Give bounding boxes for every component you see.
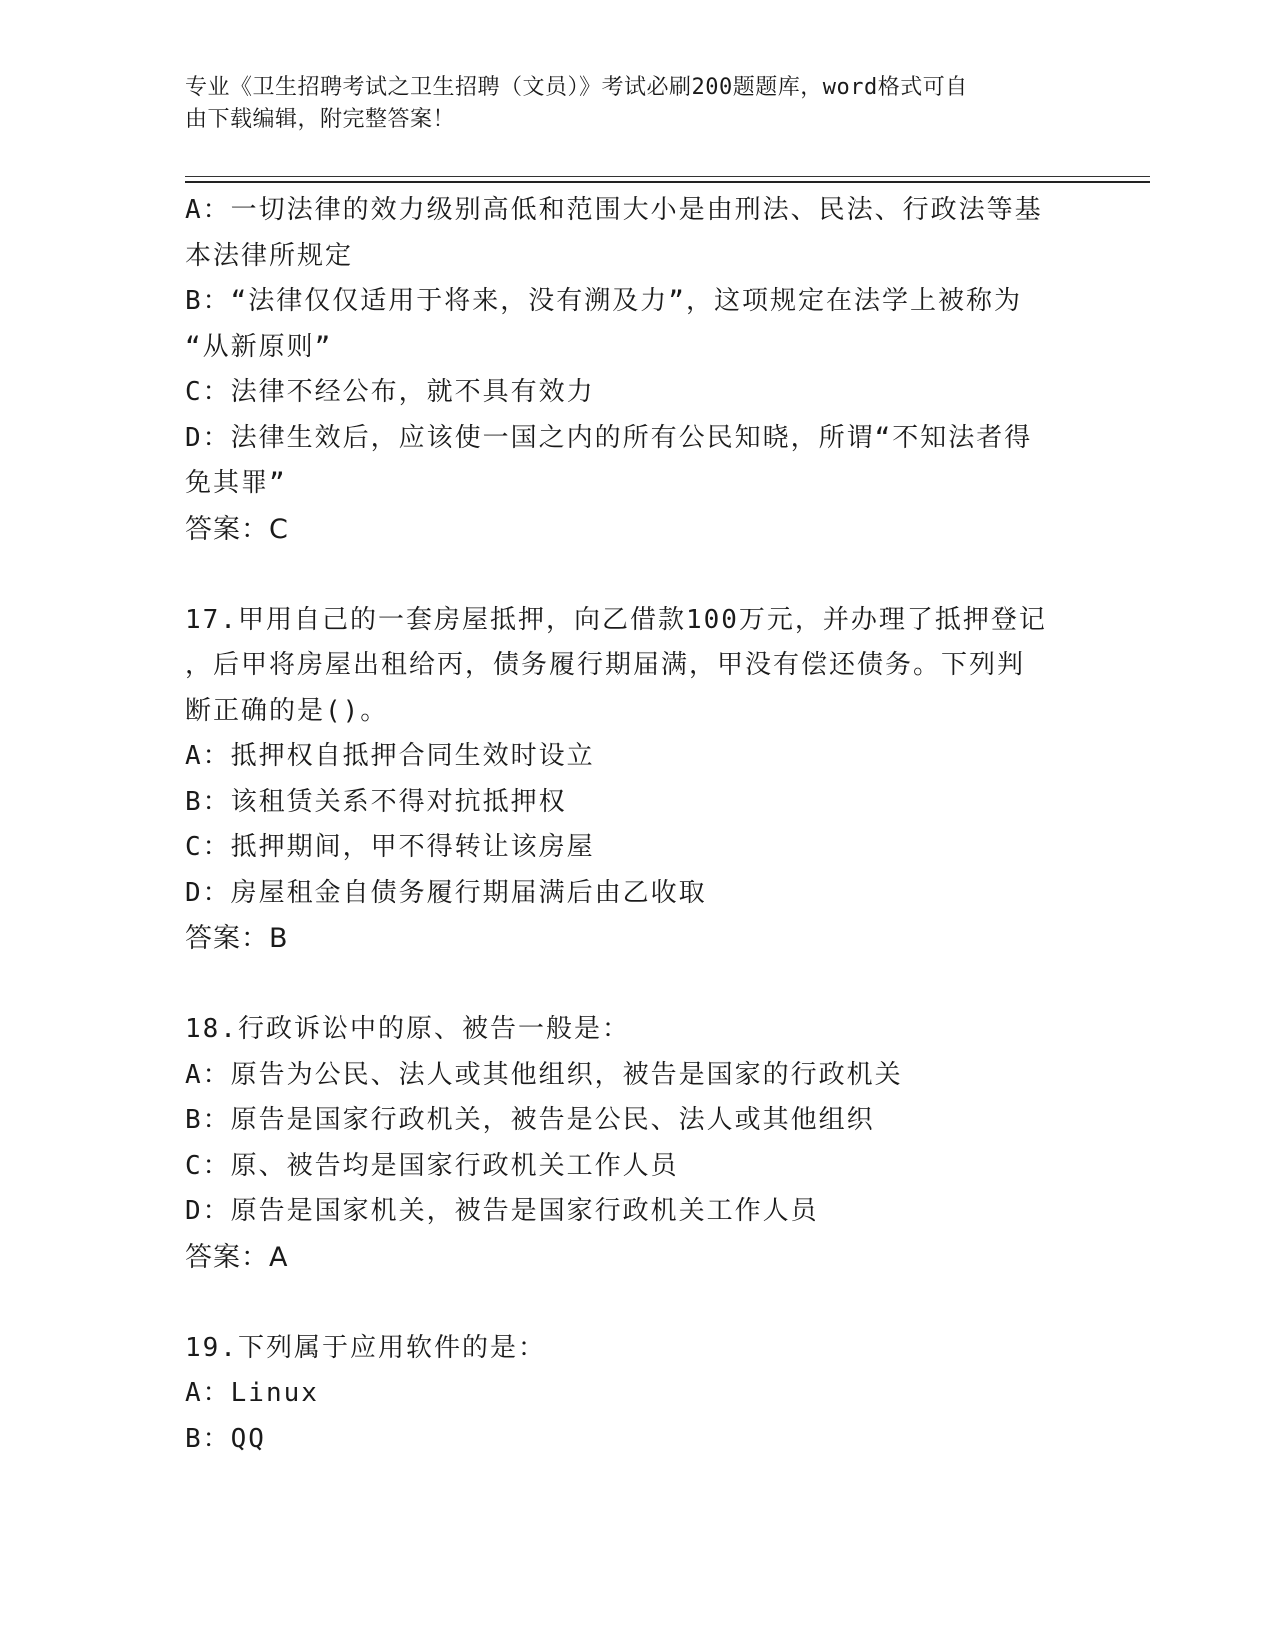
q17-option-b: B：该租赁关系不得对抗抵押权 <box>185 786 567 817</box>
q19-stem: 19.下列属于应用软件的是： <box>185 1332 546 1363</box>
q18-stem: 18.行政诉讼中的原、被告一般是： <box>185 1014 630 1044</box>
q17-option-d: D：房屋租金自债务履行期届满后由乙收取 <box>185 877 707 908</box>
q18-option-b: B：原告是国家行政机关，被告是公民、法人或其他组织 <box>185 1105 875 1135</box>
question-19 <box>185 1326 1075 1463</box>
header-divider-thick <box>185 181 1150 183</box>
q17-option-c: C：抵押期间，甲不得转让该房屋 <box>185 832 595 862</box>
q17-answer: 答案：B <box>185 923 289 954</box>
header-title-line-1: 专业《卫生招聘考试之卫生招聘（文员）》考试必刷200题题库，word格式可自 <box>185 75 968 100</box>
header-title-line-2: 由下载编辑，附完整答案！ <box>185 107 456 132</box>
q17-stem-line-2: ，后甲将房屋出租给丙，债务履行期届满，甲没有偿还债务。下列判 <box>185 650 1026 680</box>
spacer <box>185 962 1075 1008</box>
spacer <box>185 1280 1075 1326</box>
q16-answer: 答案：C <box>185 513 289 545</box>
q16-option-d-line-1: D：法律生效后，应该使一国之内的所有公民知晓，所谓“不知法者得 <box>185 422 1033 453</box>
q16-option-d-line-2: 免其罪” <box>185 468 287 498</box>
q16-option-c: C：法律不经公布，就不具有效力 <box>185 377 595 407</box>
q19-option-b: B：QQ <box>185 1423 266 1454</box>
document-body <box>185 188 1075 1462</box>
spacer <box>185 552 1075 598</box>
q18-option-c: C：原、被告均是国家行政机关工作人员 <box>185 1150 679 1181</box>
q18-answer: 答案：A <box>185 1241 289 1273</box>
q16-option-b-line-2: “从新原则” <box>185 331 333 362</box>
q16-option-b-line-1: B：“法律仅仅适用于将来，没有溯及力”，这项规定在法学上被称为 <box>185 286 1022 316</box>
document-header <box>185 72 1065 136</box>
question-18 <box>185 1007 1075 1280</box>
q18-option-a: A：原告为公民、法人或其他组织，被告是国家的行政机关 <box>185 1059 903 1090</box>
q17-option-a: A：抵押权自抵押合同生效时设立 <box>185 741 595 771</box>
q17-stem-line-1: 17.甲用自己的一套房屋抵押，向乙借款100万元，并办理了抵押登记 <box>185 604 1047 635</box>
q17-stem-line-3: 断正确的是()。 <box>185 695 389 726</box>
q16-option-a-line-1: A：一切法律的效力级别高低和范围大小是由刑法、民法、行政法等基 <box>185 195 1043 225</box>
question-16-options <box>185 188 1075 552</box>
q19-option-a: A：Linux <box>185 1378 319 1408</box>
q18-option-d: D：原告是国家机关，被告是国家行政机关工作人员 <box>185 1196 819 1226</box>
question-17 <box>185 598 1075 962</box>
q16-option-a-line-2: 本法律所规定 <box>185 240 354 271</box>
header-divider-thin <box>185 176 1150 177</box>
